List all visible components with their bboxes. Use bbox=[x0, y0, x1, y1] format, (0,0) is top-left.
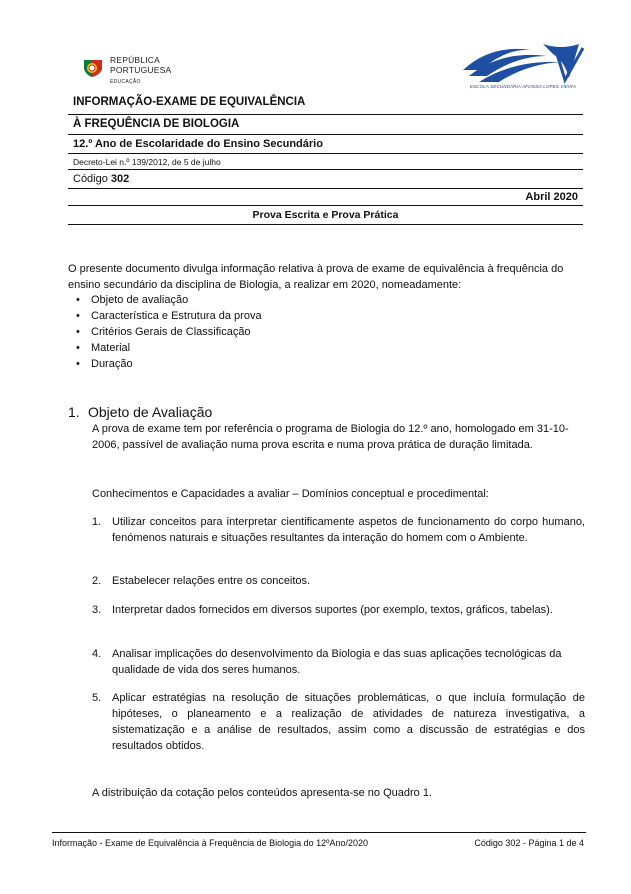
divider bbox=[68, 205, 583, 206]
divider bbox=[68, 114, 583, 115]
item-text: Analisar implicações do desenvolvimento da Biologia e das suas aplicações tecnológicas da qualidade de vida dos seres humanos. bbox=[112, 648, 562, 676]
item-text: Utilizar conceitos para interpretar cientificamente aspetos de funcionamento do corpo humano, fenómenos naturais e situações resultantes da interação do homem com o Ambiente. bbox=[112, 516, 585, 544]
divider bbox=[68, 169, 583, 170]
code-line bbox=[73, 173, 129, 185]
doc-date: Abril 2020 bbox=[525, 191, 578, 203]
footer-divider bbox=[52, 832, 586, 833]
republica-line1: REPÚBLICA bbox=[110, 55, 160, 65]
list-item bbox=[92, 573, 585, 589]
code-value: 302 bbox=[110, 173, 130, 185]
list-item bbox=[92, 690, 585, 754]
list-item: • Característica e Estrutura da prova bbox=[76, 308, 262, 324]
school-logo bbox=[461, 40, 585, 92]
page-number: Código 302 - Página 1 de 4 bbox=[474, 838, 584, 848]
school-caption: ESCOLA SECUNDÁRIA AFONSO LOPES VIEIRA bbox=[470, 84, 576, 89]
section-title: Objeto de Avaliação bbox=[88, 404, 213, 420]
item-number: 2. bbox=[92, 575, 102, 587]
list-item: • Objeto de avaliação bbox=[76, 292, 262, 308]
list-item bbox=[92, 646, 585, 678]
item-text: Aplicar estratégias na resolução de situações problemáticas, o que incluía formulação de hipóteses, o planeamento e a realização de atividades de natureza investigativa, a sistematização e a análise de resultados, assim como a discussão de estratégias e dos resultados obtidos. bbox=[112, 692, 585, 752]
section-number: 1. bbox=[68, 404, 80, 420]
list-item: • Material bbox=[76, 340, 262, 356]
republica-ministry: EDUCAÇÃO bbox=[110, 79, 141, 85]
list-item bbox=[92, 602, 585, 618]
closing-paragraph: A distribuição da cotação pelos conteúdos apresenta-se no Quadro 1. bbox=[92, 787, 433, 799]
republica-line2: PORTUGUESA bbox=[110, 65, 172, 75]
item-number: 5. bbox=[92, 692, 102, 704]
item-number: 3. bbox=[92, 604, 102, 616]
item-text: Interpretar dados fornecidos em diversos suportes (por exemplo, textos, gráficos, tabelas). bbox=[112, 604, 553, 616]
decree-line: Decreto-Lei n.º 139/2012, de 5 de julho bbox=[73, 157, 221, 167]
school-emblem-icon bbox=[461, 40, 585, 84]
republica-wordmark bbox=[110, 55, 171, 75]
intro-paragraph: O presente documento divulga informação relativa à prova de exame de equivalência à frequência do ensino secundário da disciplina de Biologia, a realizar em 2020, nomeadamente: bbox=[68, 263, 564, 291]
list-item: • Duração bbox=[76, 356, 262, 372]
divider bbox=[68, 134, 583, 135]
intro-bullet-list bbox=[76, 292, 262, 372]
section-paragraph: A prova de exame tem por referência o programa de Biologia do 12.º ano, homologado em 31-10-2006, passível de avaliação numa prova escrita e numa prova prática de duração limitada. bbox=[92, 423, 569, 451]
item-number: 4. bbox=[92, 648, 102, 660]
section-heading bbox=[68, 404, 212, 420]
doc-title-line1: INFORMAÇÃO-EXAME DE EQUIVALÊNCIA bbox=[73, 96, 306, 108]
republica-portuguesa-logo bbox=[82, 55, 192, 89]
code-label: Código bbox=[73, 173, 108, 185]
coat-of-arms-icon bbox=[82, 57, 104, 79]
list-item bbox=[92, 514, 585, 546]
divider bbox=[68, 224, 583, 225]
section-paragraph: Conhecimentos e Capacidades a avaliar – Domínios conceptual e procedimental: bbox=[92, 488, 489, 500]
footer-title: Informação - Exame de Equivalência à Frequência de Biologia do 12ºAno/2020 bbox=[52, 838, 368, 848]
item-text: Estabelecer relações entre os conceitos. bbox=[112, 575, 311, 587]
divider bbox=[68, 188, 583, 189]
doc-title-line2: À FREQUÊNCIA DE BIOLOGIA bbox=[73, 118, 240, 130]
list-item: • Critérios Gerais de Classificação bbox=[76, 324, 262, 340]
divider bbox=[68, 153, 583, 154]
doc-title-line3: 12.º Ano de Escolaridade do Ensino Secundário bbox=[73, 138, 323, 150]
item-number: 1. bbox=[92, 516, 102, 528]
doc-subtitle: Prova Escrita e Prova Prática bbox=[252, 209, 399, 221]
